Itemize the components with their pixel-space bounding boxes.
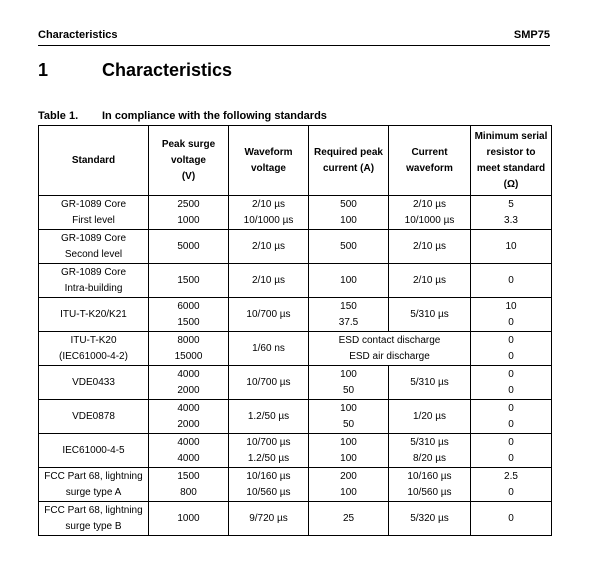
peak-current-cell [309,434,389,468]
cell-text: GR-1089 Core [60,198,127,210]
header-text: waveform [406,162,453,174]
waveform-voltage-cell [229,400,309,434]
running-header-part-number: SMP75 [513,29,550,41]
cell-text: IEC61000-4-5 [62,444,125,456]
peak-current-cell [309,264,389,298]
header-divider [38,45,550,46]
cell-text: 10 [505,240,517,252]
cell-text: 1.2/50 µs [247,410,290,422]
table-body [39,196,552,536]
min-resistor-cell [471,298,552,332]
cell-text: 150 [340,300,357,312]
cell-text: GR-1089 Core [60,232,127,244]
standard-cell [39,400,149,434]
cell-text: 2000 [177,418,200,430]
header-text: meet standard [476,162,546,174]
cell-text: 9/720 µs [249,512,288,524]
header-text: resistor to [486,146,536,158]
standard-cell [39,196,149,230]
min-resistor-cell [471,434,552,468]
cell-text: 0 [508,402,514,414]
cell-text: 2/10 µs [251,240,285,252]
current-waveform-cell [389,196,471,230]
min-resistor-cell [471,468,552,502]
table-row [39,264,552,298]
cell-text: VDE0433 [72,376,115,388]
table-caption: In compliance with the following standards [102,110,327,122]
cell-text: 500 [340,198,357,210]
cell-text: 50 [342,418,355,430]
esd-discharge-cell [309,332,471,366]
cell-text: 2/10 µs [412,198,446,210]
header-text: current (A) [322,162,375,174]
min-resistor-cell [471,196,552,230]
peak-current-cell [309,400,389,434]
cell-text: 0 [508,368,514,380]
peak-voltage-cell [149,332,229,366]
cell-text: 5000 [177,240,200,252]
cell-text: 37.5 [338,316,359,328]
current-waveform-header [389,126,471,196]
header-text: (V) [181,170,196,182]
cell-text: surge type B [65,520,122,532]
standard-cell [39,264,149,298]
header-text: voltage [250,162,286,174]
section-title: Characteristics [102,60,233,80]
cell-text: ESD air discharge [349,350,430,362]
cell-text: First level [72,214,115,226]
running-header-title: Characteristics [38,29,118,41]
cell-text: surge type A [65,486,122,498]
current-waveform-cell [389,502,471,536]
cell-text: 8000 [177,334,200,346]
waveform-voltage-cell [229,366,309,400]
peak-voltage-cell [149,502,229,536]
waveform-voltage-cell [229,502,309,536]
cell-text: 800 [180,486,197,498]
cell-text: 4000 [177,402,200,414]
cell-text: 10/1000 µs [404,214,455,226]
minimum-serial-resistor-header [471,126,552,196]
peak-voltage-cell [149,196,229,230]
cell-text: 3.3 [504,214,518,226]
peak-voltage-cell [149,230,229,264]
section-number: 1 [38,60,49,80]
cell-text: Intra-building [64,282,123,294]
peak-voltage-cell [149,298,229,332]
standard-cell [39,502,149,536]
table-label: Table 1. [38,110,79,122]
required-peak-current-header [309,126,389,196]
cell-text: 0 [508,486,514,498]
cell-text: 5/310 µs [410,376,449,388]
cell-text: 1500 [177,470,200,482]
cell-text: 0 [508,274,514,286]
cell-text: ITU-T-K20 [70,334,117,346]
cell-text: 4000 [177,368,200,380]
table-row [39,434,552,468]
min-resistor-cell [471,502,552,536]
peak-current-cell [309,196,389,230]
cell-text: 1000 [177,214,200,226]
cell-text: Second level [64,248,123,260]
peak-voltage-cell [149,468,229,502]
peak-current-cell [309,230,389,264]
cell-text: 10 [505,300,517,312]
cell-text: 5/310 µs [410,436,449,448]
peak-current-cell [309,502,389,536]
cell-text: 2/10 µs [412,240,446,252]
table-row [39,366,552,400]
cell-text: 0 [508,334,514,346]
cell-text: 0 [508,316,514,328]
peak-current-cell [309,298,389,332]
header-text: Current [411,146,448,158]
cell-text: 10/700 µs [246,436,291,448]
waveform-voltage-cell [229,196,309,230]
cell-text: FCC Part 68, lightning [44,470,143,482]
cell-text: 2500 [177,198,200,210]
table-row [39,196,552,230]
table-row [39,468,552,502]
cell-text: 100 [340,214,357,226]
header-text: voltage [170,154,206,166]
cell-text: 500 [340,240,357,252]
cell-text: 0 [508,384,514,396]
cell-text: 6000 [177,300,200,312]
peak-current-cell [309,366,389,400]
cell-text: 0 [508,418,514,430]
peak-voltage-cell [149,264,229,298]
cell-text: 1000 [177,512,200,524]
peak-voltage-cell [149,434,229,468]
standards-table [38,125,552,536]
cell-text: 5/310 µs [410,308,449,320]
cell-text: (IEC61000-4-2) [59,350,128,362]
cell-text: 10/560 µs [407,486,452,498]
cell-text: 4000 [177,436,200,448]
cell-text: 10/1000 µs [243,214,294,226]
cell-text: 15000 [174,350,203,362]
cell-text: 10/700 µs [246,308,291,320]
standard-header [39,126,149,196]
cell-text: 8/20 µs [412,452,446,464]
cell-text: 1500 [177,274,200,286]
cell-text: 4000 [177,452,200,464]
cell-text: GR-1089 Core [60,266,127,278]
cell-text: 5/320 µs [410,512,449,524]
header-text: Required peak [314,146,383,158]
cell-text: ITU-T-K20/K21 [60,308,127,320]
min-resistor-cell [471,332,552,366]
cell-text: 2/10 µs [251,274,285,286]
cell-text: 0 [508,350,514,362]
cell-text: 1.2/50 µs [247,452,290,464]
standard-cell [39,434,149,468]
current-waveform-cell [389,298,471,332]
peak-voltage-cell [149,366,229,400]
cell-text: 1/20 µs [412,410,446,422]
cell-text: 100 [340,486,357,498]
cell-text: 50 [342,384,355,396]
current-waveform-cell [389,366,471,400]
table-row [39,400,552,434]
current-waveform-cell [389,434,471,468]
min-resistor-cell [471,264,552,298]
cell-text: 2000 [177,384,200,396]
waveform-voltage-cell [229,230,309,264]
header-text: Peak surge [161,138,216,150]
waveform-voltage-cell [229,434,309,468]
current-waveform-cell [389,264,471,298]
table-row [39,502,552,536]
standard-cell [39,468,149,502]
header-text: Minimum serial [474,130,548,142]
table-row [39,230,552,264]
table-row [39,298,552,332]
cell-text: 10/160 µs [407,470,452,482]
cell-text: FCC Part 68, lightning [44,504,143,516]
peak-voltage-cell [149,400,229,434]
table-header-row [39,126,552,196]
current-waveform-cell [389,468,471,502]
cell-text: 100 [340,368,357,380]
cell-text: 1500 [177,316,200,328]
waveform-voltage-header [229,126,309,196]
cell-text: ESD contact discharge [338,334,441,346]
cell-text: 2/10 µs [251,198,285,210]
cell-text: 0 [508,512,514,524]
header-text: (Ω) [503,178,519,190]
waveform-voltage-cell [229,332,309,366]
header-text: Waveform [244,146,293,158]
cell-text: 5 [508,198,514,210]
standard-cell [39,366,149,400]
cell-text: 10/560 µs [246,486,291,498]
current-waveform-cell [389,400,471,434]
waveform-voltage-cell [229,468,309,502]
min-resistor-cell [471,366,552,400]
cell-text: 2/10 µs [412,274,446,286]
cell-text: 200 [340,470,357,482]
peak-surge-voltage-header [149,126,229,196]
header-text: Standard [71,154,116,166]
min-resistor-cell [471,230,552,264]
cell-text: 100 [340,452,357,464]
standard-cell [39,332,149,366]
standard-cell [39,230,149,264]
cell-text: 0 [508,452,514,464]
cell-text: 10/700 µs [246,376,291,388]
cell-text: 10/160 µs [246,470,291,482]
cell-text: 100 [340,274,357,286]
waveform-voltage-cell [229,298,309,332]
cell-text: 100 [340,436,357,448]
cell-text: 2.5 [504,470,518,482]
waveform-voltage-cell [229,264,309,298]
cell-text: VDE0878 [72,410,115,422]
table-row [39,332,552,366]
cell-text: 0 [508,436,514,448]
peak-current-cell [309,468,389,502]
cell-text: 1/60 ns [252,342,285,354]
cell-text: 25 [342,512,355,524]
standard-cell [39,298,149,332]
current-waveform-cell [389,230,471,264]
min-resistor-cell [471,400,552,434]
cell-text: 100 [340,402,357,414]
